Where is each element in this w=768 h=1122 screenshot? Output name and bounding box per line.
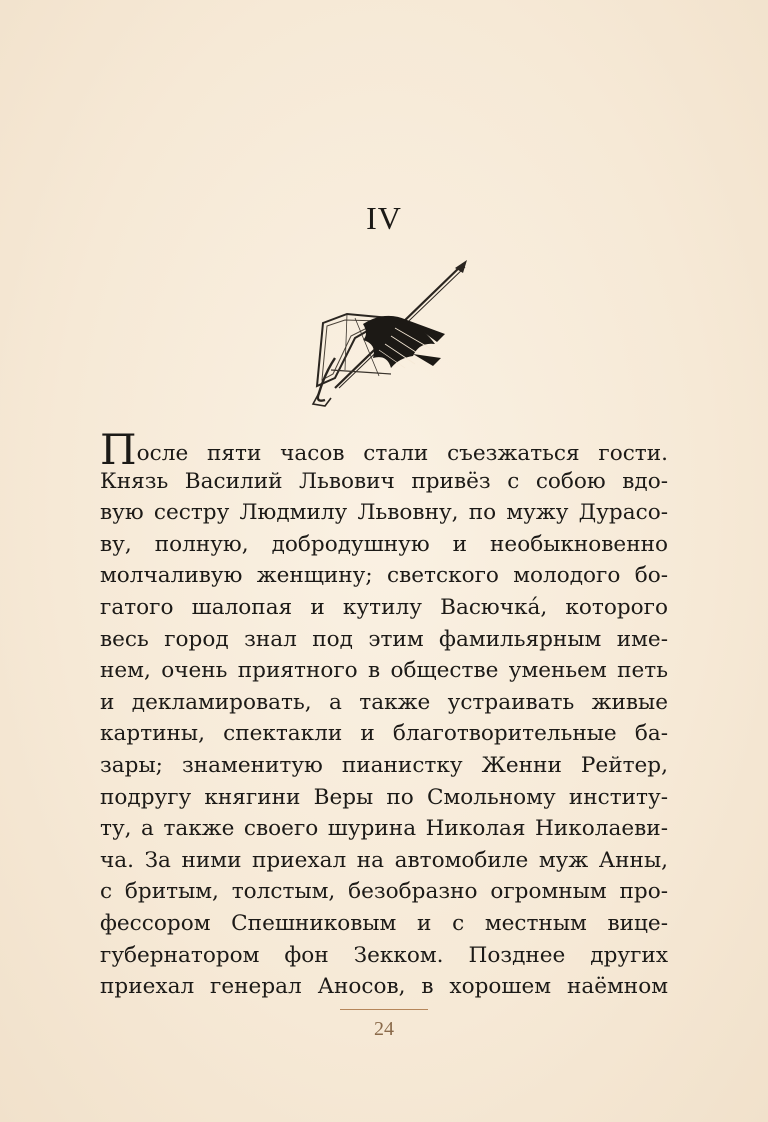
text-line-11: зары; знаменитую пианистку Женни Рейтер,	[100, 752, 668, 778]
text-line-8: нем, очень приятного в обществе уменьем петь	[100, 658, 668, 684]
text-line-6: гатого шалопая и кутилу Васючка́, которого	[100, 594, 668, 620]
text-line-18: приехал генерал Аносов, в хорошем наёмном	[100, 974, 668, 1000]
text-line-14: ча. За ними приехал на автомобиле муж Анны,	[100, 847, 668, 873]
text-line-7: весь город знал под этим фамильярным име-	[100, 626, 668, 652]
text-line-2: Князь Василий Львович привёз с собою вдо-	[100, 468, 668, 494]
text-line-16: фессором Спешниковым и с местным вице-	[100, 910, 668, 936]
text-line-1	[100, 425, 668, 474]
bow-and-quiver-vignette-icon	[295, 258, 470, 408]
text-line-17: губернатором фон Зекком. Позднее других	[100, 942, 668, 968]
text-line-5: молчаливую женщину; светского молодого бо-	[100, 563, 668, 589]
body-text	[100, 425, 668, 1003]
chapter-number: IV	[366, 200, 402, 236]
text-line-15: с бритым, толстым, безобразно огромным про-	[100, 879, 668, 905]
text-line-1-rest: осле пяти часов стали съезжаться гости.	[136, 441, 668, 466]
text-line-12: подругу княгини Веры по Смольному институ-	[100, 784, 668, 810]
text-line-10: картины, спектакли и благотворительные ба-	[100, 721, 668, 747]
drop-cap: П	[100, 425, 137, 474]
text-line-9: и декламировать, а также устраивать живые	[100, 689, 668, 715]
text-line-4: ву, полную, добродушную и необыкновенно	[100, 531, 668, 557]
text-line-13: ту, а также своего шурина Николая Николаеви-	[100, 816, 668, 842]
page-number-rule	[340, 1009, 428, 1010]
page-number: 24	[374, 1018, 394, 1040]
text-line-3: вую сестру Людмилу Львовну, по мужу Дурасо-	[100, 500, 668, 526]
